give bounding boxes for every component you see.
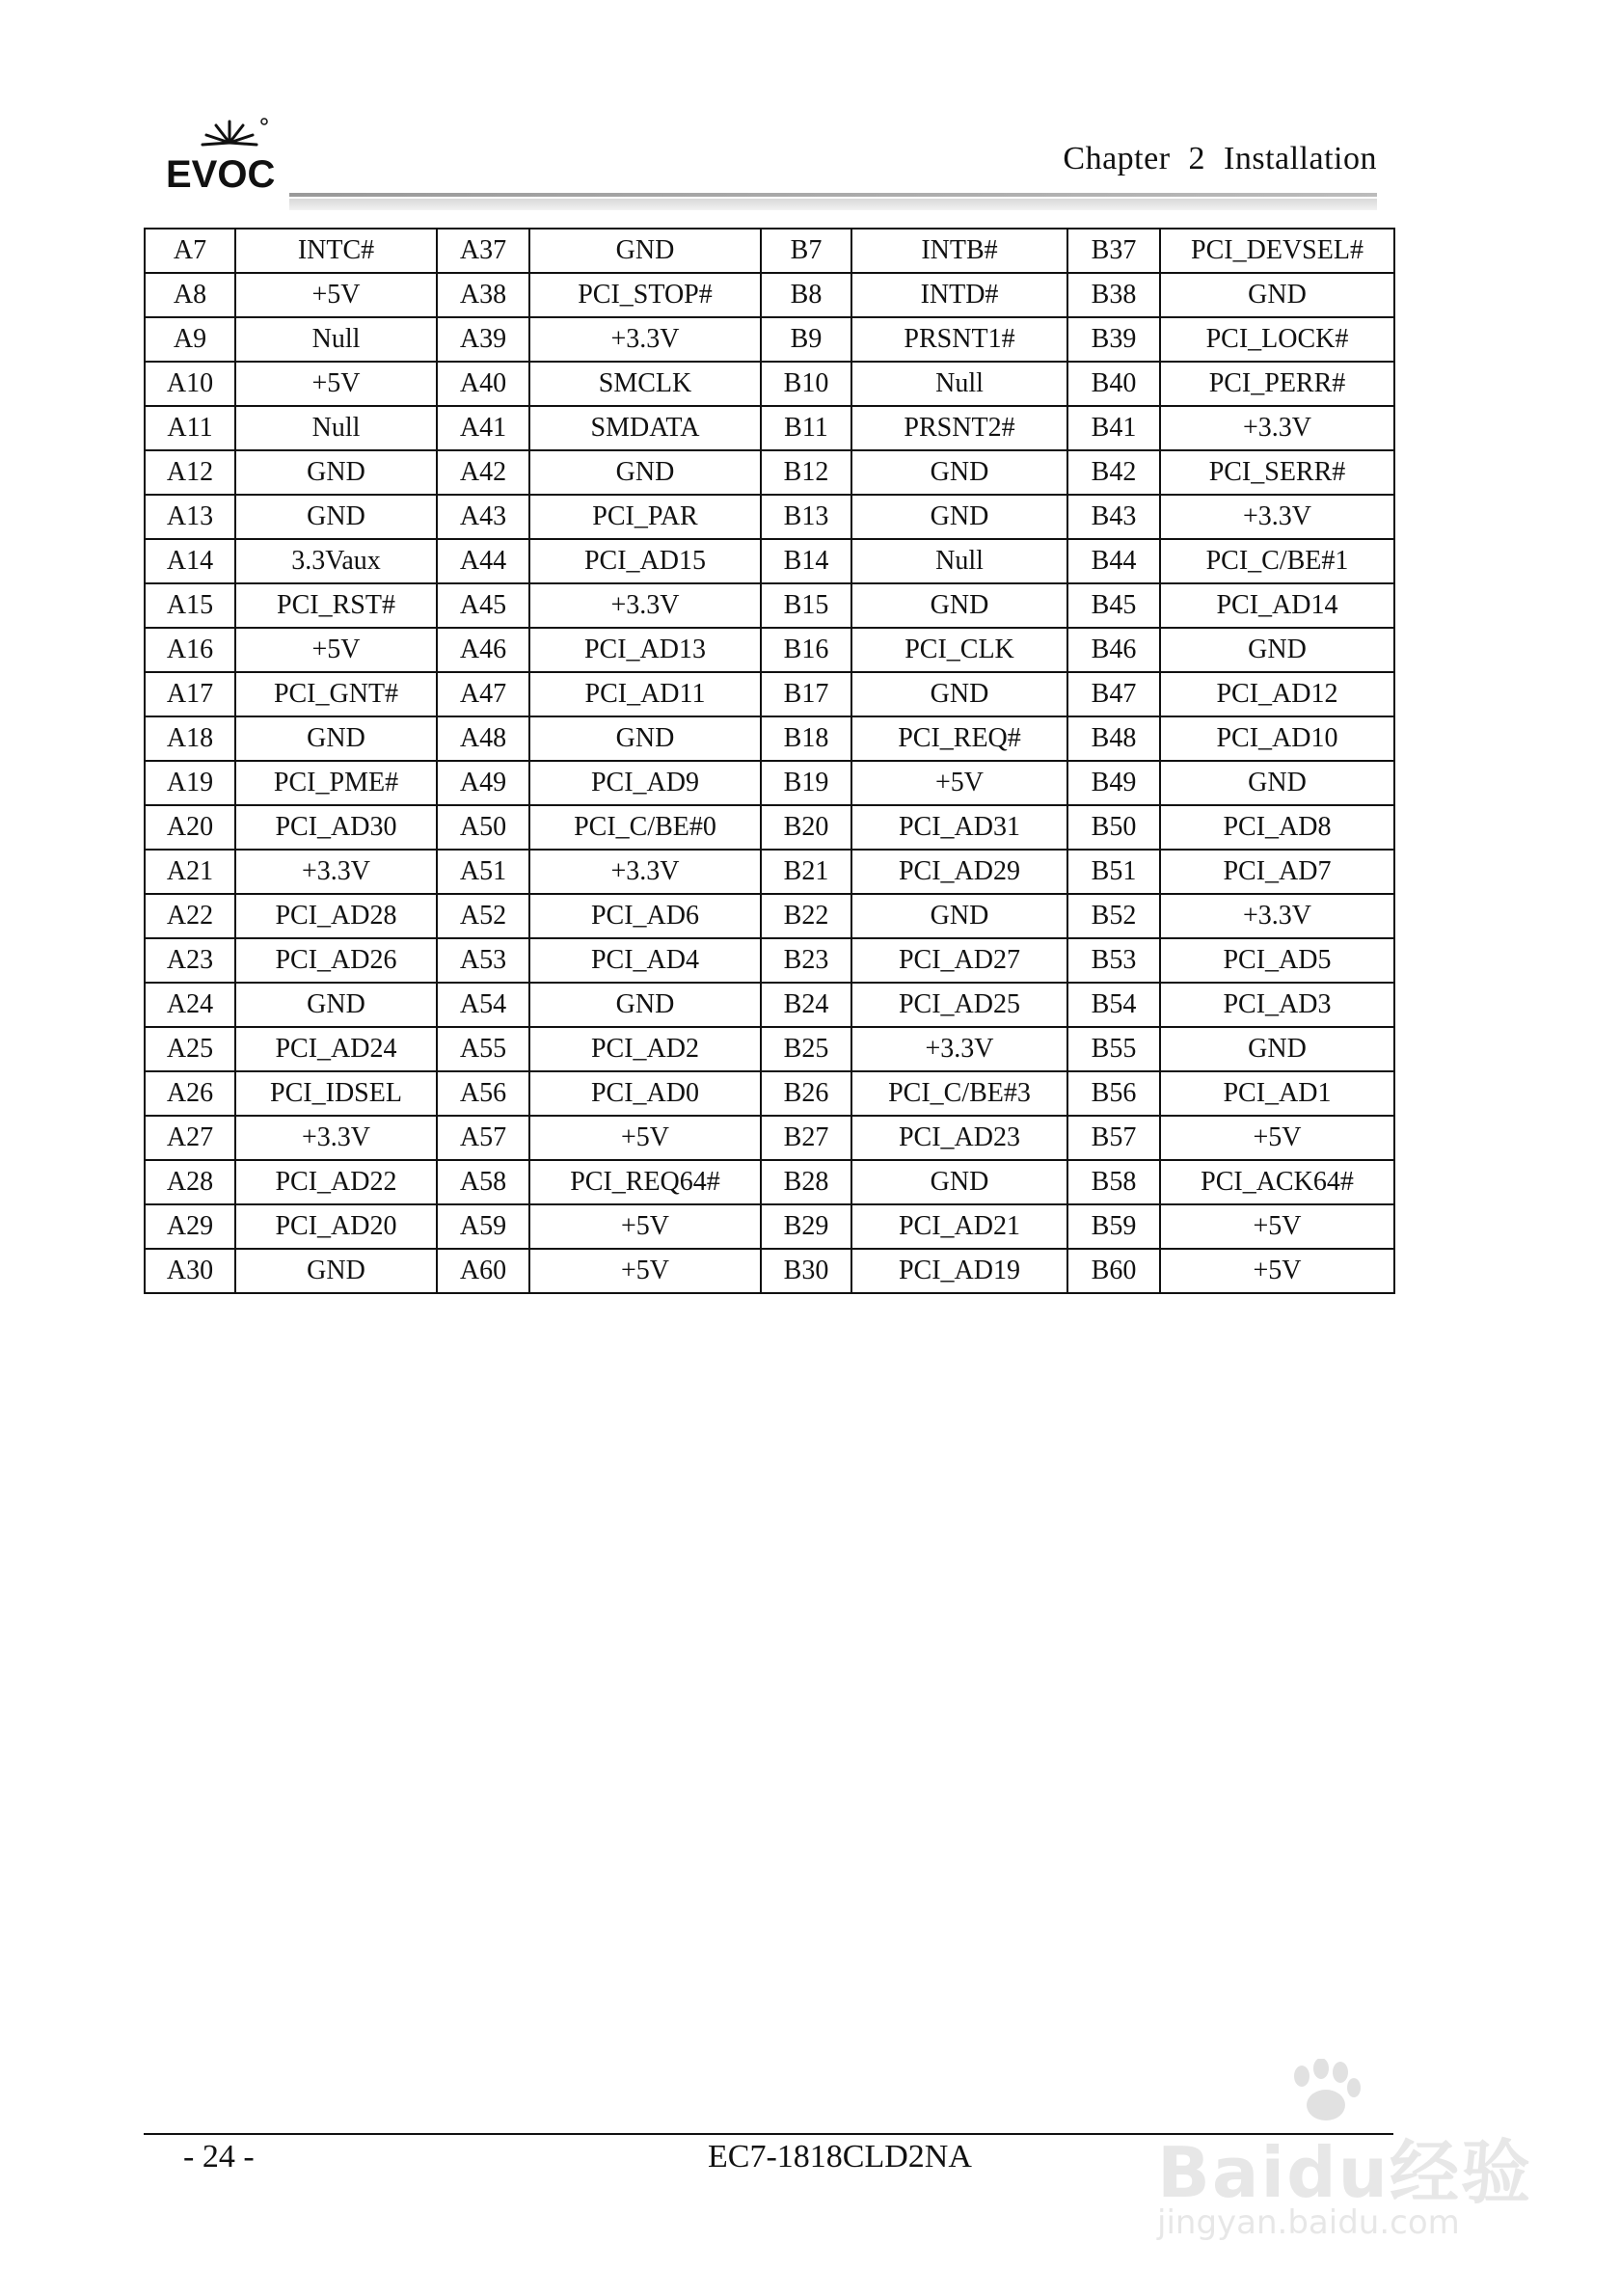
pin-number-cell: A52 (437, 894, 529, 938)
signal-name-cell: +3.3V (235, 850, 437, 894)
pin-number-cell: B12 (761, 450, 851, 495)
pin-definition-table (144, 228, 1395, 1294)
pin-number-cell: A59 (437, 1204, 529, 1249)
pin-number-cell: B53 (1067, 938, 1160, 983)
signal-name-cell: PCI_AD8 (1160, 805, 1394, 850)
signal-name-cell: PCI_C/BE#0 (529, 805, 761, 850)
signal-name-cell: PCI_REQ64# (529, 1160, 761, 1204)
pin-number-cell: A57 (437, 1116, 529, 1160)
signal-name-cell: GND (1160, 628, 1394, 672)
signal-name-cell: Null (235, 406, 437, 450)
pin-number-cell: B56 (1067, 1071, 1160, 1116)
signal-name-cell: GND (1160, 761, 1394, 805)
pin-number-cell: A14 (145, 539, 235, 583)
signal-name-cell: GND (851, 450, 1067, 495)
pin-number-cell: B54 (1067, 983, 1160, 1027)
pin-number-cell: A48 (437, 716, 529, 761)
signal-name-cell: +5V (529, 1116, 761, 1160)
baidu-watermark (1138, 2059, 1543, 2252)
signal-name-cell: PCI_AD29 (851, 850, 1067, 894)
signal-name-cell: PCI_GNT# (235, 672, 437, 716)
pin-number-cell: A7 (145, 229, 235, 273)
signal-name-cell: +5V (235, 273, 437, 317)
signal-name-cell: GND (235, 495, 437, 539)
pin-number-cell: A24 (145, 983, 235, 1027)
pin-number-cell: B26 (761, 1071, 851, 1116)
signal-name-cell: PCI_ACK64# (1160, 1160, 1394, 1204)
signal-name-cell: PCI_IDSEL (235, 1071, 437, 1116)
pin-number-cell: A17 (145, 672, 235, 716)
signal-name-cell: GND (235, 983, 437, 1027)
table-row (145, 495, 1394, 539)
signal-name-cell: +5V (529, 1249, 761, 1293)
pin-number-cell: A47 (437, 672, 529, 716)
pin-number-cell: A12 (145, 450, 235, 495)
signal-name-cell: PCI_AD24 (235, 1027, 437, 1071)
pin-number-cell: A9 (145, 317, 235, 362)
pin-number-cell: A39 (437, 317, 529, 362)
pin-number-cell: A46 (437, 628, 529, 672)
table-row (145, 716, 1394, 761)
pin-number-cell: B25 (761, 1027, 851, 1071)
table-row (145, 983, 1394, 1027)
table-row (145, 1204, 1394, 1249)
pin-number-cell: A42 (437, 450, 529, 495)
pin-number-cell: A29 (145, 1204, 235, 1249)
pin-number-cell: B9 (761, 317, 851, 362)
table-row (145, 539, 1394, 583)
signal-name-cell: 3.3Vaux (235, 539, 437, 583)
table-row (145, 672, 1394, 716)
table-row (145, 850, 1394, 894)
signal-name-cell: +3.3V (529, 583, 761, 628)
signal-name-cell: PCI_AD15 (529, 539, 761, 583)
signal-name-cell: +5V (851, 761, 1067, 805)
pin-number-cell: B11 (761, 406, 851, 450)
signal-name-cell: Null (851, 539, 1067, 583)
signal-name-cell: PCI_AD11 (529, 672, 761, 716)
pin-number-cell: B29 (761, 1204, 851, 1249)
pin-number-cell: A58 (437, 1160, 529, 1204)
signal-name-cell: +3.3V (235, 1116, 437, 1160)
pin-number-cell: B46 (1067, 628, 1160, 672)
table-row (145, 938, 1394, 983)
signal-name-cell: PCI_LOCK# (1160, 317, 1394, 362)
table-row (145, 1249, 1394, 1293)
evoc-logo (162, 114, 287, 191)
table-row (145, 450, 1394, 495)
pin-number-cell: B38 (1067, 273, 1160, 317)
pin-number-cell: A53 (437, 938, 529, 983)
pin-number-cell: B52 (1067, 894, 1160, 938)
signal-name-cell: GND (851, 672, 1067, 716)
pin-number-cell: A43 (437, 495, 529, 539)
pin-number-cell: A25 (145, 1027, 235, 1071)
signal-name-cell: PCI_AD14 (1160, 583, 1394, 628)
signal-name-cell: PCI_AD20 (235, 1204, 437, 1249)
signal-name-cell: Null (851, 362, 1067, 406)
pin-number-cell: B45 (1067, 583, 1160, 628)
signal-name-cell: INTD# (851, 273, 1067, 317)
pin-number-cell: B17 (761, 672, 851, 716)
table-row (145, 273, 1394, 317)
signal-name-cell: +3.3V (529, 317, 761, 362)
signal-name-cell: +5V (1160, 1116, 1394, 1160)
document-code: EC7-1818CLD2NA (708, 2139, 972, 2174)
pin-number-cell: B7 (761, 229, 851, 273)
pin-number-cell: B13 (761, 495, 851, 539)
signal-name-cell: PCI_AD4 (529, 938, 761, 983)
signal-name-cell: GND (1160, 1027, 1394, 1071)
table-row (145, 1160, 1394, 1204)
pin-number-cell: B19 (761, 761, 851, 805)
pin-number-cell: A20 (145, 805, 235, 850)
pin-number-cell: B60 (1067, 1249, 1160, 1293)
signal-name-cell: PCI_AD0 (529, 1071, 761, 1116)
table-row (145, 362, 1394, 406)
signal-name-cell: GND (235, 450, 437, 495)
chapter-title: Chapter 2 Installation (1063, 141, 1377, 176)
pin-number-cell: A16 (145, 628, 235, 672)
table-row (145, 317, 1394, 362)
pin-number-cell: A21 (145, 850, 235, 894)
signal-name-cell: PCI_SERR# (1160, 450, 1394, 495)
signal-name-cell: Null (235, 317, 437, 362)
watermark-brand: Baidu经验 (1157, 2132, 1532, 2213)
pin-number-cell: B8 (761, 273, 851, 317)
signal-name-cell: PCI_AD3 (1160, 983, 1394, 1027)
pin-number-cell: A18 (145, 716, 235, 761)
signal-name-cell: PCI_PAR (529, 495, 761, 539)
signal-name-cell: GND (235, 1249, 437, 1293)
signal-name-cell: PCI_AD28 (235, 894, 437, 938)
pin-number-cell: A49 (437, 761, 529, 805)
signal-name-cell: PCI_AD1 (1160, 1071, 1394, 1116)
pin-number-cell: B21 (761, 850, 851, 894)
signal-name-cell: +5V (235, 628, 437, 672)
pin-number-cell: A40 (437, 362, 529, 406)
signal-name-cell: PCI_AD22 (235, 1160, 437, 1204)
pin-number-cell: B47 (1067, 672, 1160, 716)
pin-number-cell: A50 (437, 805, 529, 850)
signal-name-cell: +5V (529, 1204, 761, 1249)
signal-name-cell: +3.3V (1160, 406, 1394, 450)
pin-number-cell: A10 (145, 362, 235, 406)
signal-name-cell: PCI_AD27 (851, 938, 1067, 983)
pin-number-cell: B22 (761, 894, 851, 938)
signal-name-cell: +3.3V (529, 850, 761, 894)
svg-text:EVOC: EVOC (166, 153, 276, 191)
pin-number-cell: A44 (437, 539, 529, 583)
pin-number-cell: A51 (437, 850, 529, 894)
pin-number-cell: A55 (437, 1027, 529, 1071)
signal-name-cell: PCI_PME# (235, 761, 437, 805)
pin-number-cell: A15 (145, 583, 235, 628)
pin-number-cell: B37 (1067, 229, 1160, 273)
pin-number-cell: B51 (1067, 850, 1160, 894)
signal-name-cell: PCI_AD31 (851, 805, 1067, 850)
table-row (145, 406, 1394, 450)
signal-name-cell: +3.3V (851, 1027, 1067, 1071)
pin-number-cell: B24 (761, 983, 851, 1027)
signal-name-cell: PCI_STOP# (529, 273, 761, 317)
table-row (145, 628, 1394, 672)
signal-name-cell: PRSNT1# (851, 317, 1067, 362)
pin-number-cell: A45 (437, 583, 529, 628)
table-row (145, 583, 1394, 628)
signal-name-cell: PCI_REQ# (851, 716, 1067, 761)
pin-number-cell: B42 (1067, 450, 1160, 495)
pin-number-cell: B41 (1067, 406, 1160, 450)
pin-number-cell: A19 (145, 761, 235, 805)
pin-number-cell: B49 (1067, 761, 1160, 805)
pin-number-cell: B48 (1067, 716, 1160, 761)
signal-name-cell: GND (529, 229, 761, 273)
pin-number-cell: B57 (1067, 1116, 1160, 1160)
signal-name-cell: PCI_AD5 (1160, 938, 1394, 983)
pin-number-cell: A54 (437, 983, 529, 1027)
signal-name-cell: PCI_AD2 (529, 1027, 761, 1071)
signal-name-cell: +5V (235, 362, 437, 406)
pin-number-cell: A11 (145, 406, 235, 450)
pin-number-cell: B20 (761, 805, 851, 850)
pin-number-cell: B16 (761, 628, 851, 672)
signal-name-cell: PCI_AD9 (529, 761, 761, 805)
signal-name-cell: GND (851, 894, 1067, 938)
signal-name-cell: PRSNT2# (851, 406, 1067, 450)
signal-name-cell: +5V (1160, 1249, 1394, 1293)
pin-number-cell: B28 (761, 1160, 851, 1204)
pin-number-cell: A27 (145, 1116, 235, 1160)
pin-number-cell: B14 (761, 539, 851, 583)
pin-number-cell: A56 (437, 1071, 529, 1116)
signal-name-cell: GND (851, 495, 1067, 539)
pin-number-cell: A23 (145, 938, 235, 983)
signal-name-cell: PCI_PERR# (1160, 362, 1394, 406)
signal-name-cell: PCI_AD6 (529, 894, 761, 938)
table-row (145, 1116, 1394, 1160)
signal-name-cell: INTB# (851, 229, 1067, 273)
signal-name-cell: GND (529, 983, 761, 1027)
signal-name-cell: GND (529, 716, 761, 761)
signal-name-cell: PCI_AD12 (1160, 672, 1394, 716)
header-rule (289, 193, 1377, 197)
signal-name-cell: PCI_AD25 (851, 983, 1067, 1027)
pin-number-cell: B23 (761, 938, 851, 983)
table-row (145, 894, 1394, 938)
table-row (145, 761, 1394, 805)
watermark-url: jingyan.baidu.com (1157, 2203, 1460, 2242)
signal-name-cell: GND (235, 716, 437, 761)
pin-number-cell: B10 (761, 362, 851, 406)
pin-number-cell: B55 (1067, 1027, 1160, 1071)
signal-name-cell: GND (851, 1160, 1067, 1204)
signal-name-cell: INTC# (235, 229, 437, 273)
signal-name-cell: PCI_AD19 (851, 1249, 1067, 1293)
pin-number-cell: B44 (1067, 539, 1160, 583)
signal-name-cell: PCI_RST# (235, 583, 437, 628)
signal-name-cell: PCI_C/BE#3 (851, 1071, 1067, 1116)
signal-name-cell: +5V (1160, 1204, 1394, 1249)
signal-name-cell: PCI_AD13 (529, 628, 761, 672)
pin-number-cell: A41 (437, 406, 529, 450)
signal-name-cell: PCI_AD7 (1160, 850, 1394, 894)
signal-name-cell: PCI_AD26 (235, 938, 437, 983)
header-rule-shadow (289, 199, 1377, 210)
pin-number-cell: B59 (1067, 1204, 1160, 1249)
signal-name-cell: PCI_AD10 (1160, 716, 1394, 761)
table-row (145, 805, 1394, 850)
pin-number-cell: B50 (1067, 805, 1160, 850)
pin-number-cell: B18 (761, 716, 851, 761)
pin-number-cell: B40 (1067, 362, 1160, 406)
signal-name-cell: GND (851, 583, 1067, 628)
pin-number-cell: A22 (145, 894, 235, 938)
signal-name-cell: PCI_C/BE#1 (1160, 539, 1394, 583)
pin-number-cell: A26 (145, 1071, 235, 1116)
pin-number-cell: A38 (437, 273, 529, 317)
pin-number-cell: A37 (437, 229, 529, 273)
signal-name-cell: PCI_CLK (851, 628, 1067, 672)
signal-name-cell: PCI_AD23 (851, 1116, 1067, 1160)
pin-number-cell: B58 (1067, 1160, 1160, 1204)
signal-name-cell: PCI_DEVSEL# (1160, 229, 1394, 273)
pin-number-cell: A28 (145, 1160, 235, 1204)
page-number: - 24 - (183, 2139, 255, 2174)
signal-name-cell: PCI_AD21 (851, 1204, 1067, 1249)
pin-number-cell: B43 (1067, 495, 1160, 539)
signal-name-cell: +3.3V (1160, 894, 1394, 938)
table-row (145, 1071, 1394, 1116)
pin-number-cell: A30 (145, 1249, 235, 1293)
signal-name-cell: GND (529, 450, 761, 495)
pin-number-cell: B15 (761, 583, 851, 628)
pin-number-cell: A8 (145, 273, 235, 317)
signal-name-cell: SMDATA (529, 406, 761, 450)
pin-number-cell: B27 (761, 1116, 851, 1160)
table-row (145, 1027, 1394, 1071)
pin-number-cell: A13 (145, 495, 235, 539)
signal-name-cell: +3.3V (1160, 495, 1394, 539)
signal-name-cell: PCI_AD30 (235, 805, 437, 850)
pin-number-cell: B39 (1067, 317, 1160, 362)
signal-name-cell: GND (1160, 273, 1394, 317)
pin-number-cell: A60 (437, 1249, 529, 1293)
table-row (145, 229, 1394, 273)
signal-name-cell: SMCLK (529, 362, 761, 406)
pin-number-cell: B30 (761, 1249, 851, 1293)
